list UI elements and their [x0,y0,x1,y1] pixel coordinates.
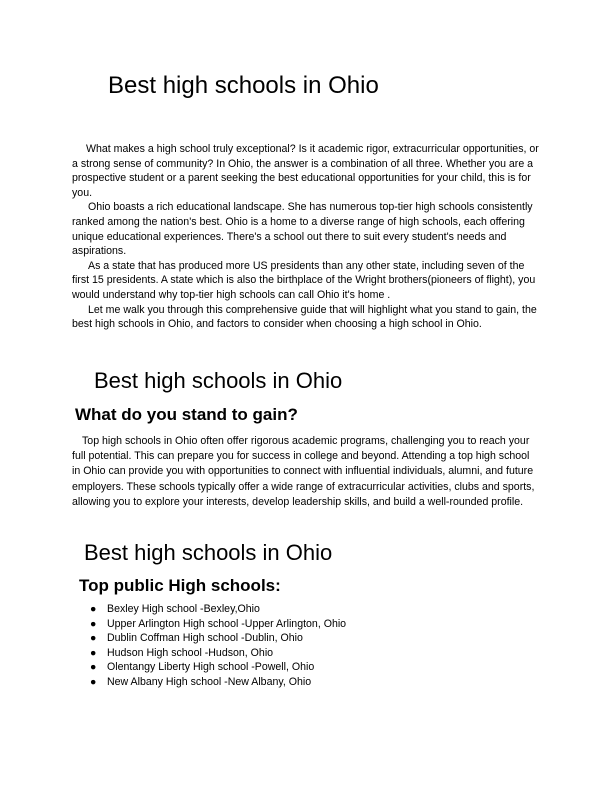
school-name: Bexley High school -Bexley,Ohio [107,603,260,615]
intro-paragraph: What makes a high school truly exceptional? Is it academic rigor, extracurricular opportunities, or a strong sense of community? In Ohio, the answer is a combination of all three. Whether you are a prospective student or a parent seeking the best educational opportunities for your child, this is for you. [72,143,539,199]
list-item [90,602,346,617]
intro-paragraph: As a state that has produced more US presidents than any other state, including seven of the first 15 presidents. A state which is also the birthplace of the Wright brothers(pioneers of flight), you would understand why top-tier high schools can call Ohio it's home . [72,259,536,301]
bullet-icon: ● [90,675,97,688]
school-name: Olentangy Liberty High school -Powell, Ohio [107,661,315,674]
school-list [90,602,346,690]
list-item [90,646,346,661]
list-item [90,660,346,675]
list-item [90,631,346,646]
page-title: Best high schools in Ohio [108,72,379,99]
school-name: Dublin Coffman High school -Dublin, Ohio [107,632,303,645]
intro-paragraph: Ohio boasts a rich educational landscape. She has numerous top-tier high schools consistently ranked among the nation's best. Ohio is a home to a diverse range of high schools, each offering unique educational experiences. There's a school out there to suit every student's needs and aspirations. [72,201,533,258]
school-name: New Albany High school -New Albany, Ohio [107,675,312,688]
section-title-public: Best high schools in Ohio [84,540,333,565]
section-subtitle-public: Top public High schools: [79,576,281,595]
intro-paragraph: Let me walk you through this comprehensive guide that will highlight what you stand to gain, the best high schools in Ohio, and factors to consider when choosing a high school in Ohio. [72,303,537,331]
intro-section [72,142,542,332]
bullet-icon: ● [90,646,97,659]
school-name: Hudson High school -Hudson, Ohio [107,646,274,659]
list-item [90,675,346,690]
bullet-icon: ● [90,632,97,645]
school-name: Upper Arlington High school -Upper Arlington, Ohio [107,617,347,630]
section-subtitle-gain: What do you stand to gain? [75,405,298,424]
section-title-gain: Best high schools in Ohio [94,368,343,393]
bullet-icon: ● [90,661,97,674]
list-item [90,617,346,632]
bullet-icon: ● [90,603,97,615]
gain-paragraph: Top high schools in Ohio often offer rigorous academic programs, challenging you to reach your full potential. This can prepare you for success in college and beyond. Attending a top high school in Ohio can provide you with opportunities to connect with influential individuals, alumni, and future employers. These schools typically offer a wide range of extracurricular activities, clubs and sports, allowing you to explore your interests, develop leadership skills, and build a well-rounded profile. [72,435,535,508]
bullet-icon: ● [90,617,97,630]
